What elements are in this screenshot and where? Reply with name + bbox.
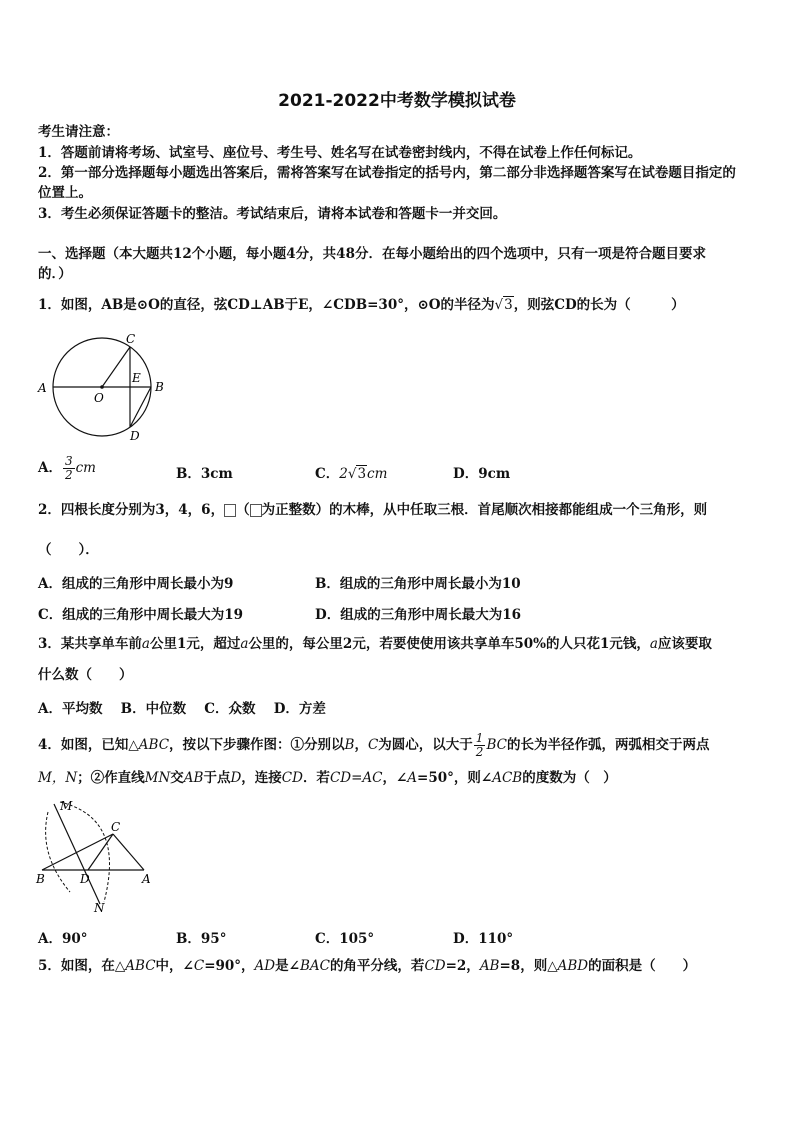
q1-label-c: C [126,332,136,346]
q4-triangle-figure [34,798,164,916]
q4-label-n: N [94,901,105,915]
q2-option-b[interactable]: B．组成的三角形中周长最小为10 [315,576,521,592]
q2-option-a[interactable]: A．组成的三角形中周长最小为9 [38,576,234,592]
notice-item-3: 3．考生必须保证答题卡的整洁。考试结束后，请将本试卷和答题卡一并交回。 [38,206,507,222]
q4-stem: 4．如图，已知△ABC，按以下步骤作图：①分别以B，C为圆心，以大于 $\frac{1}{2}$ BC的长为半径作弧，两弧相交于两点 [38,731,710,759]
q3-options[interactable]: A．平均数 B．中位数 C．众数 D．方差 [38,701,326,717]
q2-stem: 2．四根长度分别为3，4，6， （ 为正整数）的木棒，从中任取三根．首尾顺次相接都能组成一个三角形，则 [38,502,708,518]
notice-item-2: 2．第一部分选择题每小题选出答案后，需将答案写在试卷指定的括号内，第二部分非选择题答案写在试卷题目指定的 [38,165,736,181]
q1-label-e: E [132,371,141,385]
q5-stem: 5．如图，在△ABC中，∠C=90°，AD是∠BAC的角平分线，若CD=2，AB=8，则△ABD的面积是（ ） [38,958,697,974]
q4-label-c: C [111,820,121,834]
q1-circle-figure [34,330,174,445]
q2-blank-icon [224,504,236,517]
q3-stem: 3．某共享单车前a公里1元，超过a公里的，每公里2元，若要使使用该共享单车50%的人只花1元钱，a应该要取 [38,636,712,652]
notice-heading: 考生请注意： [38,124,119,140]
q1-label-d: D [130,429,140,443]
section1-heading-cont: 的．） [38,266,72,282]
notice-item-1: 1．答题前请将考场、试室号、座位号、考生号、姓名写在试卷密封线内，不得在试卷上作任何标记。 [38,145,642,161]
q2-stem-cont: （ ）． [38,542,99,558]
q2-option-c[interactable]: C．组成的三角形中周长最大为19 [38,607,244,623]
q4-label-d: D [80,872,90,886]
q3-stem-cont: 什么数（ ） [38,667,133,683]
section1-heading: 一、选择题（本大题共12个小题，每小题4分，共48分．在每小题给出的四个选项中，只有一项是符合题目要求 [38,246,706,262]
q4-stem-cont: M，N；②作直线MN交AB于点D，连接CD．若CD=AC，∠A=50°，则∠ACB的度数为（ ） [38,770,617,786]
q2-option-d[interactable]: D．组成的三角形中周长最大为16 [315,607,521,623]
q1-label-a: A [38,381,47,395]
q1-option-a[interactable]: A． $\frac{3}{2}$ cm [38,454,96,482]
q1-option-d[interactable]: D．9cm [453,466,511,482]
q4-option-c[interactable]: C．105° [315,931,375,947]
notice-item-2-cont: 位置上。 [38,185,92,201]
q4-label-b: B [36,872,45,886]
q1-stem: 1．如图，AB是⊙O的直径，弦CD⊥AB于E，∠CDB=30°，⊙O的半径为√3，则弦CD的长为（ ） [38,297,685,313]
q4-option-b[interactable]: B．95° [176,931,227,947]
q1-option-c[interactable]: C．2√3cm [315,466,388,482]
page-title: 2021-2022中考数学模拟试卷 [278,91,516,111]
q4-label-m: M [60,799,73,813]
q4-option-d[interactable]: D．110° [453,931,514,947]
q2-blank-icon-2 [250,504,262,517]
q1-label-o: O [94,391,104,405]
q1-label-b: B [155,380,164,394]
q4-label-a: A [142,872,151,886]
q1-radical: √3 [494,297,513,313]
q1-fraction: $\frac{3}{2}$ [64,454,73,482]
q1-option-b[interactable]: B．3cm [176,466,233,482]
q4-option-a[interactable]: A．90° [38,931,88,947]
